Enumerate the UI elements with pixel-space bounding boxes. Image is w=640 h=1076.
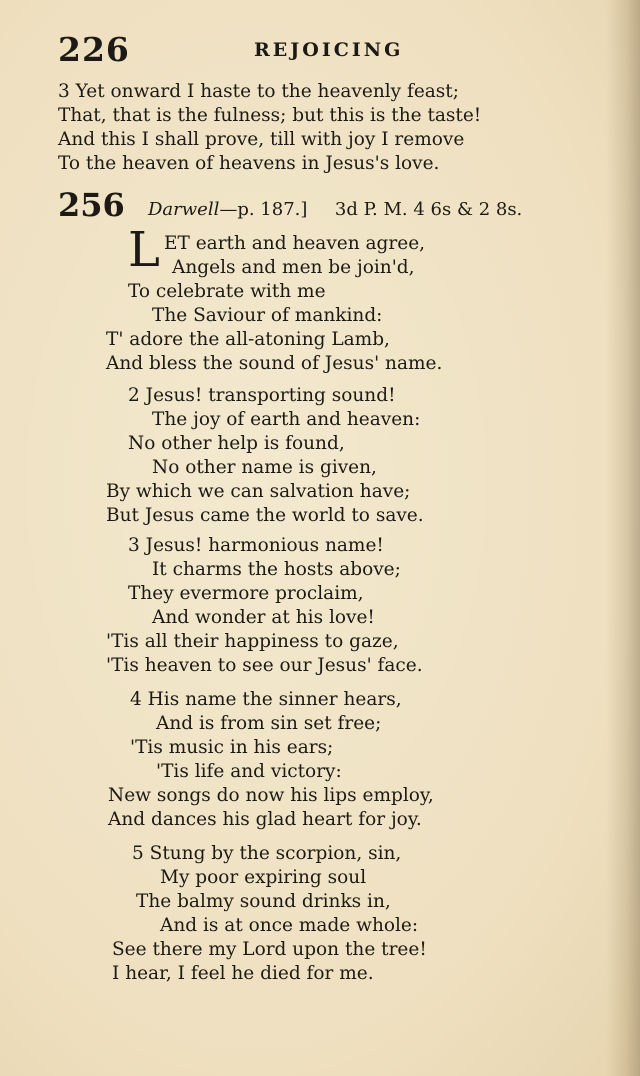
verse-line: They evermore proclaim, bbox=[128, 583, 364, 604]
meter: 3d P. M. 4 6s & 2 8s. bbox=[334, 199, 523, 220]
verse-line: 2 Jesus! transporting sound! bbox=[128, 385, 396, 406]
verse-line: The balmy sound drinks in, bbox=[136, 891, 391, 912]
verse-line: And is at once made whole: bbox=[160, 915, 419, 936]
verse-line: 4 His name the sinner hears, bbox=[130, 689, 402, 710]
verse-line: 'Tis heaven to see our Jesus' face. bbox=[106, 655, 423, 676]
verse-line: 'Tis music in his ears; bbox=[130, 737, 334, 758]
verse-line: Angels and men be join'd, bbox=[172, 257, 415, 278]
verse-line: T' adore the all-atoning Lamb, bbox=[106, 329, 390, 350]
verse-line: 'Tis life and victory: bbox=[156, 761, 342, 782]
hymn-number: 256 bbox=[58, 186, 125, 224]
verse-line: 'Tis all their happiness to gaze, bbox=[106, 631, 399, 652]
verse-line: And wonder at his love! bbox=[152, 607, 375, 628]
running-head: REJOICING bbox=[254, 39, 404, 61]
verse-line: I hear, I feel he died for me. bbox=[112, 963, 374, 984]
verse-line: But Jesus came the world to save. bbox=[106, 505, 424, 526]
page-number: 226 bbox=[58, 30, 130, 69]
verse-line: 5 Stung by the scorpion, sin, bbox=[132, 843, 402, 864]
verse-line: No other name is given, bbox=[152, 457, 377, 478]
verse-line: And bless the sound of Jesus' name. bbox=[106, 353, 443, 374]
tune-line bbox=[148, 199, 522, 220]
drop-cap: L bbox=[128, 222, 160, 278]
verse-line: 3 Jesus! harmonious name! bbox=[128, 535, 384, 556]
verse-line: See there my Lord upon the tree! bbox=[112, 939, 427, 960]
verse-line: To the heaven of heavens in Jesus's love. bbox=[58, 153, 440, 174]
verse-line: My poor expiring soul bbox=[160, 867, 367, 888]
verse-line: By which we can salvation have; bbox=[106, 481, 411, 502]
verse-line: The joy of earth and heaven: bbox=[152, 409, 421, 430]
page-edge-shadow bbox=[606, 0, 640, 1076]
verse-line: No other help is found, bbox=[128, 433, 345, 454]
verse-line: And dances his glad heart for joy. bbox=[108, 809, 422, 830]
tune-name: Darwell bbox=[148, 199, 220, 220]
verse-line: And is from sin set free; bbox=[156, 713, 382, 734]
verse-line: That, that is the fulness; but this is the taste! bbox=[58, 105, 482, 126]
verse-line: New songs do now his lips employ, bbox=[108, 785, 434, 806]
page-header bbox=[58, 30, 598, 70]
verse-line: ET earth and heaven agree, bbox=[164, 233, 426, 254]
verse-line: It charms the hosts above; bbox=[152, 559, 401, 580]
verse-line: And this I shall prove, till with joy I remove bbox=[58, 129, 465, 150]
tune-reference: —p. 187.] bbox=[219, 199, 308, 220]
verse-line: The Saviour of mankind: bbox=[152, 305, 383, 326]
verse-line: To celebrate with me bbox=[128, 281, 326, 302]
verse-line: 3 Yet onward I haste to the heavenly feast; bbox=[58, 81, 459, 102]
